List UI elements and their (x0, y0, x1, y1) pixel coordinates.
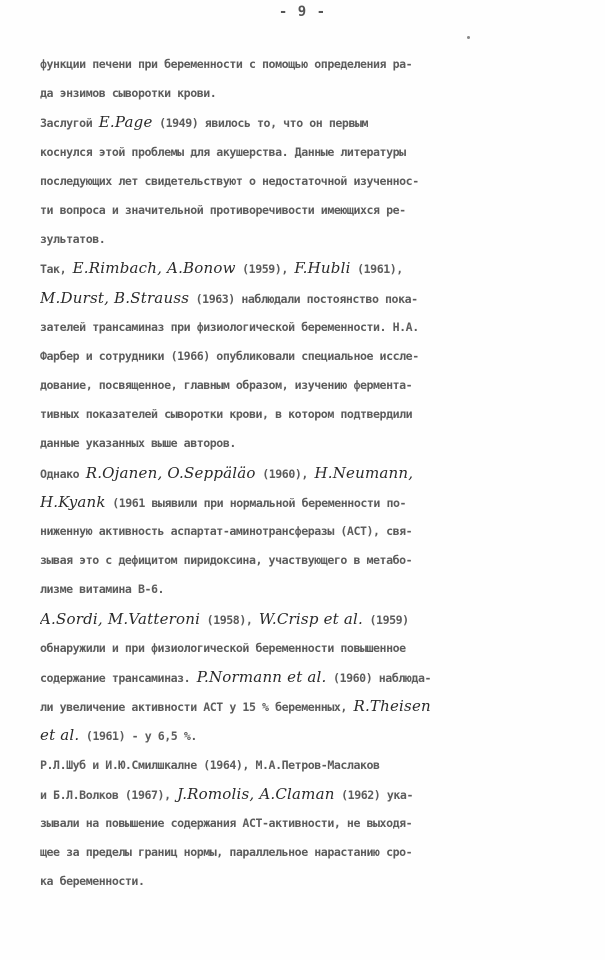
handwritten-author-name: E.Rimbach, A.Bonow (72, 259, 236, 278)
typed-text: (1962) ука- (334, 787, 413, 802)
typed-text: лизме витамина В-6. (40, 582, 165, 597)
text-line (40, 459, 560, 488)
typed-text: зывали на повышение содержания АСТ-активности, не выходя- (40, 815, 413, 830)
typed-text: (1958), (200, 612, 259, 627)
text-line (40, 867, 560, 896)
typed-text: функции печени при беременности с помощью определения ра- (40, 57, 413, 71)
handwritten-author-name: M.Durst, B.Strauss (40, 288, 190, 307)
typed-text: (1963) наблюдали постоянство пока- (189, 291, 418, 306)
typed-text: данные указанных выше авторов. (40, 436, 236, 451)
text-line (40, 138, 560, 167)
text-line (40, 809, 560, 838)
handwritten-author-name: W.Crisp et al. (258, 609, 363, 628)
handwritten-author-name: et al. (40, 726, 80, 745)
typed-text: Однако (40, 466, 86, 481)
typed-text: ли увеличение активности АСТ у 15 % беременных, (40, 700, 354, 715)
typed-text: (1961 выявили при нормальной беременности по- (105, 495, 407, 510)
typed-text: (1961) - у 6,5 %. (79, 729, 197, 744)
text-line (40, 838, 560, 867)
typed-text: обнаружили и при физиологической беременности повышенное (40, 640, 406, 655)
text-line (40, 634, 560, 663)
typed-text: (1960), (255, 466, 315, 481)
typed-text: содержание трансаминаз. (40, 670, 197, 685)
text-line (40, 721, 560, 750)
typed-text: коснулся этой проблемы для акушерства. Данные литературы (40, 144, 406, 159)
paper-speck (467, 36, 470, 39)
typed-text: (1949) явилось то, что он первым (152, 116, 369, 131)
handwritten-author-name: P.Normann et al. (196, 667, 327, 686)
text-line (40, 108, 560, 137)
typed-text: (1959) (362, 612, 409, 627)
text-line (40, 167, 560, 196)
typed-text: да энзимов сыворотки крови. (40, 86, 217, 101)
typed-text: Так, (40, 262, 73, 277)
typed-text: зателей трансаминаз при физиологической беременности. Н.А. (40, 319, 419, 334)
text-line (40, 254, 560, 283)
text-line (40, 780, 560, 809)
typed-text: и Б.Л.Волков (1967), (40, 787, 178, 802)
handwritten-author-name: A.Sordi, M.Vatteroni (40, 609, 201, 628)
text-line (40, 50, 560, 79)
typed-text: (1959), (235, 262, 295, 277)
typed-text: дование, посвященное, главным образом, изучению фермента- (40, 378, 413, 393)
text-line (40, 284, 560, 313)
text-line (40, 575, 560, 604)
text-line (40, 605, 560, 634)
text-line (40, 546, 560, 575)
page-number: - 9 - (278, 4, 327, 20)
handwritten-author-name: H.Neumann, (314, 463, 414, 482)
typed-text: (1960) наблюда- (326, 670, 432, 685)
typed-text: Фарбер и сотрудники (1966) опубликовали специальное иссле- (40, 348, 419, 363)
typed-text: Заслугой (40, 116, 99, 131)
text-line (40, 429, 560, 458)
typed-text: тивных показателей сыворотки крови, в котором подтвердили (40, 407, 413, 422)
handwritten-author-name: R.Ojanen, O.Seppäläo (85, 463, 256, 482)
typed-text: Р.Л.Шуб и И.Ю.Смилшкалне (1964), М.А.Петров-Маслаков (40, 757, 380, 772)
text-line (40, 196, 560, 225)
text-line (40, 692, 560, 721)
text-line (40, 517, 560, 546)
text-line (40, 751, 560, 780)
handwritten-author-name: H.Kyank (40, 492, 106, 511)
typed-text: (1961), (350, 262, 403, 277)
text-line (40, 371, 560, 400)
typed-text: зультатов. (40, 232, 106, 247)
text-line (40, 342, 560, 371)
body-text (40, 50, 560, 896)
typed-text: щее за пределы границ нормы, параллельное нарастанию сро- (40, 845, 413, 860)
handwritten-author-name: R.Theisen (353, 697, 431, 716)
text-line (40, 313, 560, 342)
text-line (40, 663, 560, 692)
typed-text: ти вопроса и значительной противоречивости имеющихся ре- (40, 202, 406, 217)
typed-text: последующих лет свидетельствуют о недостаточной изученнос- (40, 173, 419, 188)
typed-text: ниженную активность аспартат-аминотрансферазы (АСТ), свя- (40, 524, 413, 538)
text-line (40, 488, 560, 517)
handwritten-author-name: J.Romolis, A.Claman (177, 784, 335, 803)
handwritten-author-name: F.Hubli (294, 259, 351, 278)
handwritten-author-name: E.Page (98, 113, 153, 132)
text-line (40, 225, 560, 254)
text-line (40, 79, 560, 108)
text-line (40, 400, 560, 429)
typed-text: ка беременности. (40, 874, 145, 889)
typed-text: зывая это с дефицитом пиридоксина, участвующего в метабо- (40, 553, 413, 568)
